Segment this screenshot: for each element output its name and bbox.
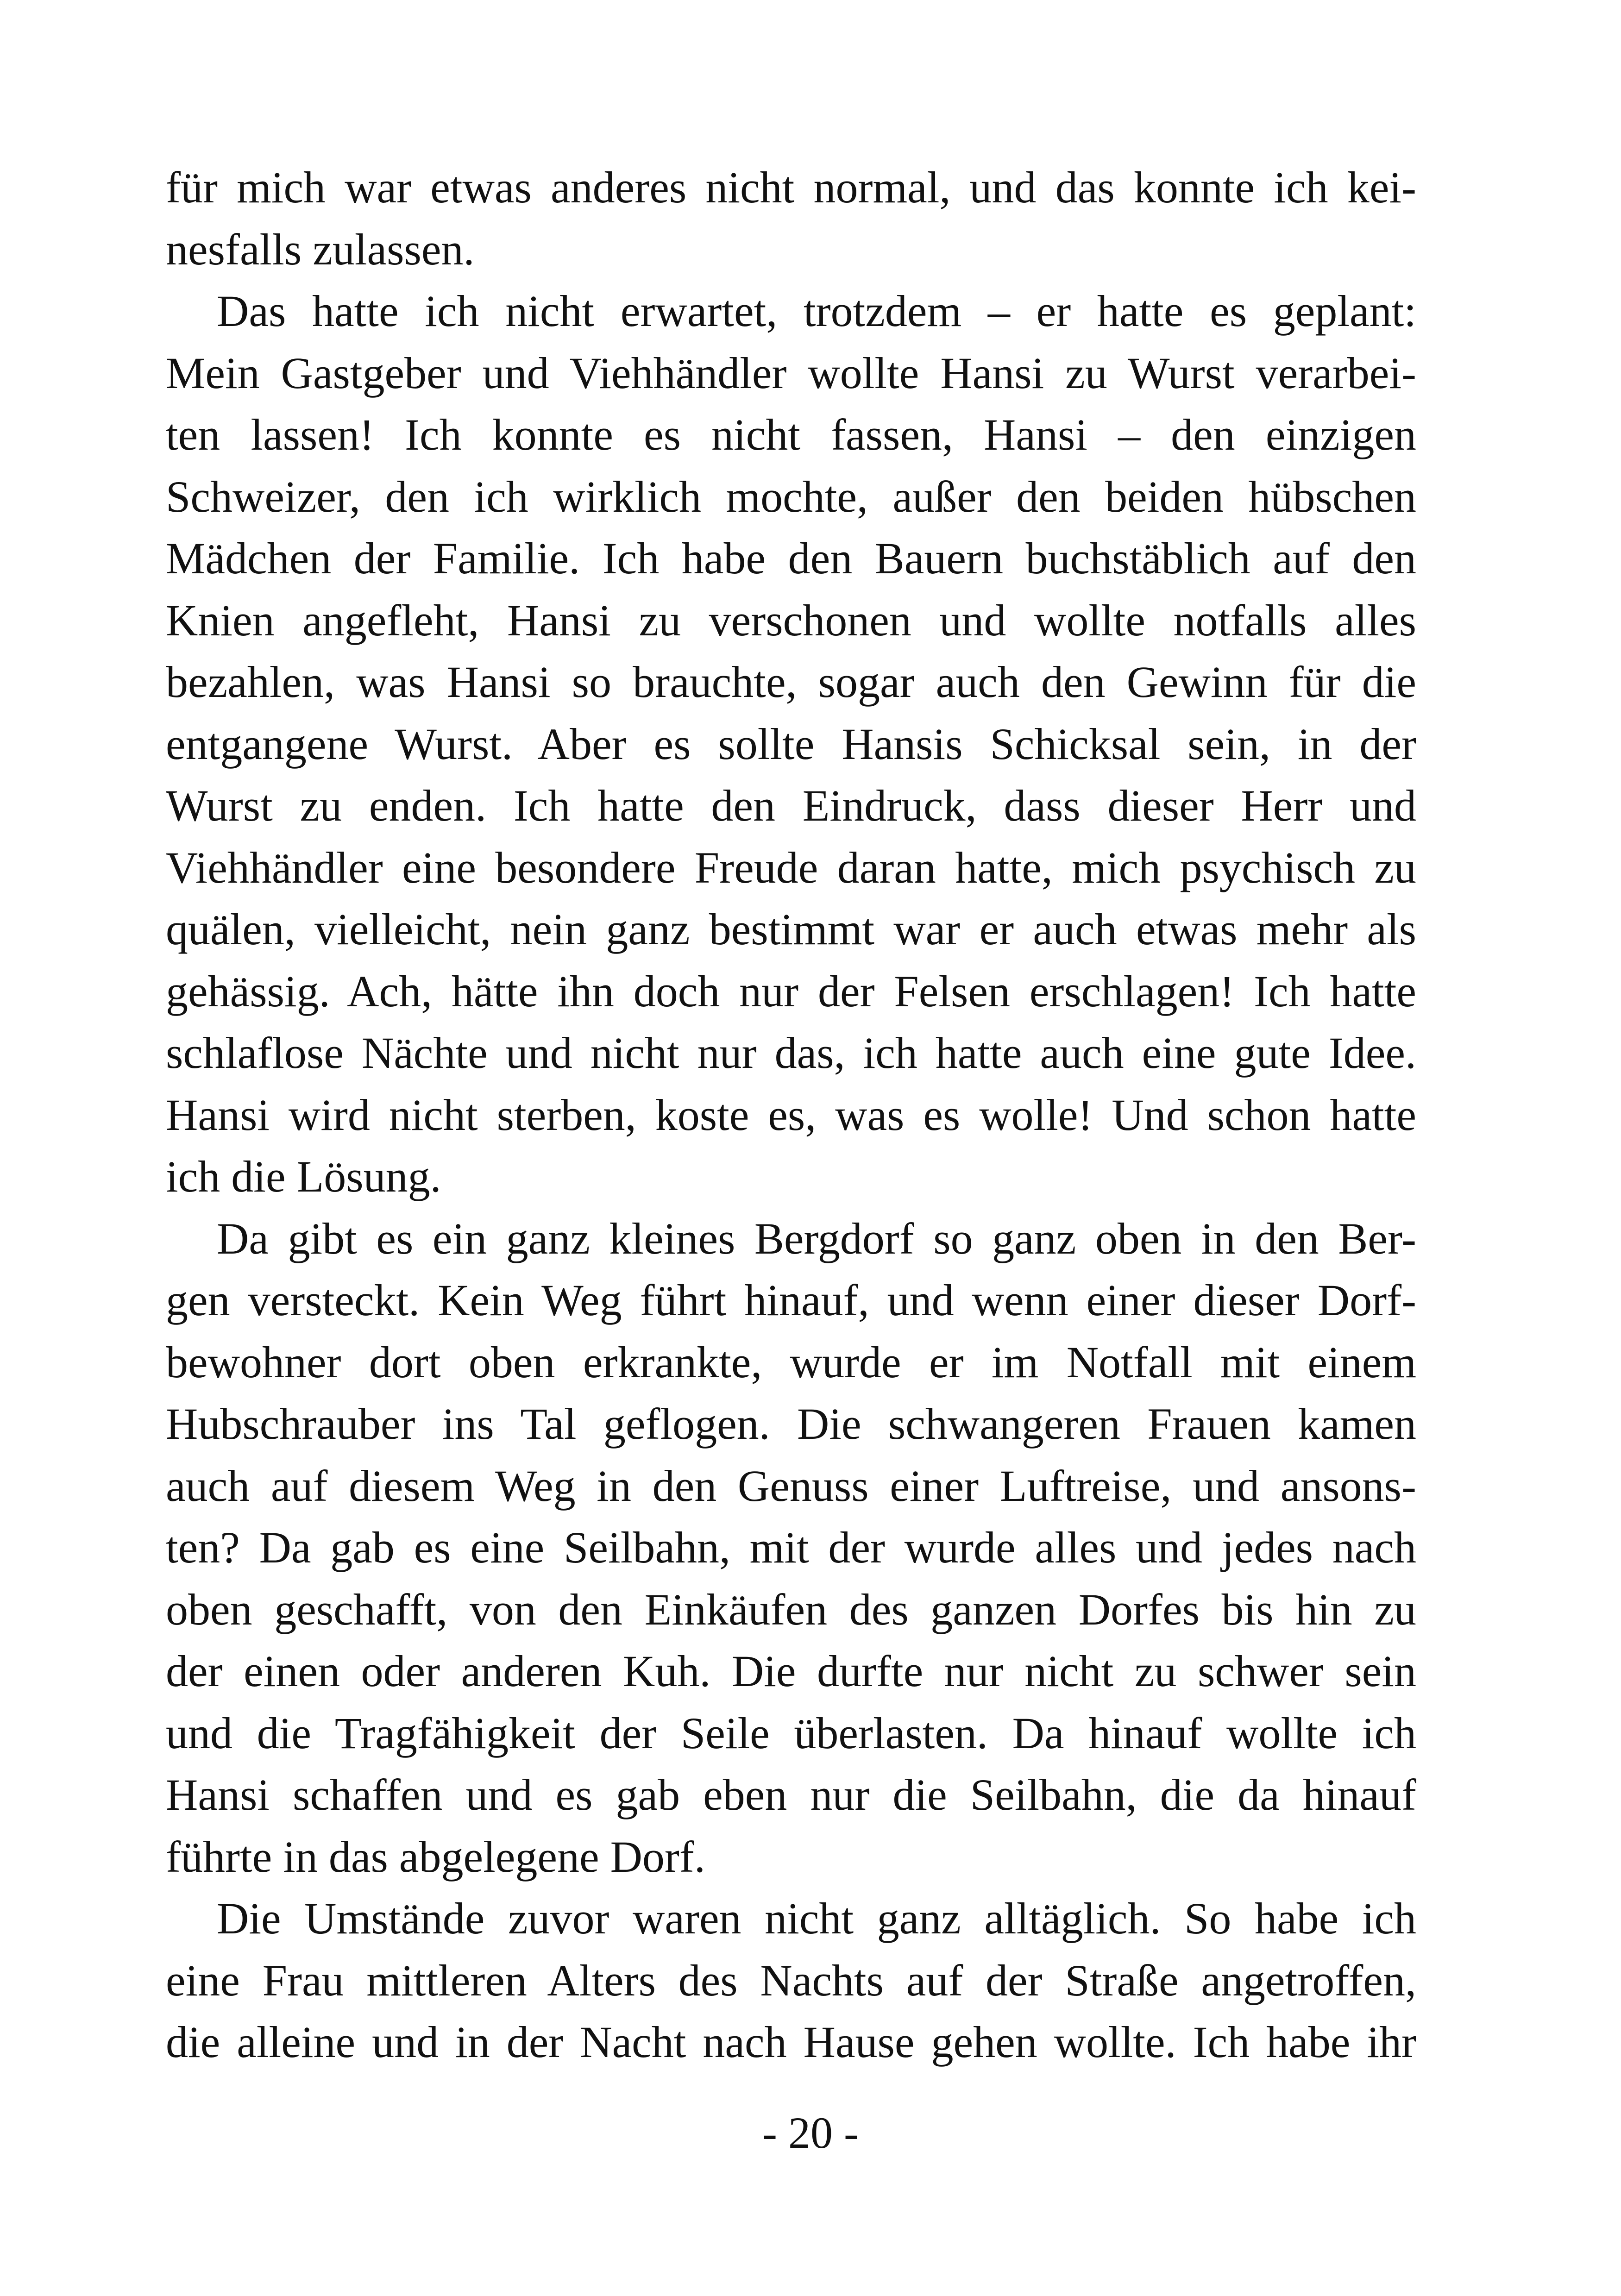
text-line: gen versteckt. Kein Weg führt hinauf, und wenn einer dieser Dorf- [166, 1275, 1416, 1325]
text-line: Viehhändler eine besondere Freude daran hatte, mich psychisch zu [166, 842, 1416, 892]
text-line: entgangene Wurst. Aber es sollte Hansis Schicksal sein, in der [166, 719, 1416, 769]
text-line: der einen oder anderen Kuh. Die durfte nur nicht zu schwer sein [166, 1646, 1416, 1696]
text-line: auch auf diesem Weg in den Genuss einer Luftreise, und ansons- [166, 1461, 1416, 1511]
text-line: für mich war etwas anderes nicht normal, und das konnte ich kei- [166, 163, 1416, 212]
text-line: Mein Gastgeber und Viehhändler wollte Hansi zu Wurst verarbei- [166, 348, 1416, 398]
text-line: eine Frau mittleren Alters des Nachts auf der Straße angetroffen, [166, 1955, 1416, 2005]
text-line: bezahlen, was Hansi so brauchte, sogar auch den Gewinn für die [166, 657, 1416, 707]
text-line: quälen, vielleicht, nein ganz bestimmt war er auch etwas mehr als [166, 904, 1416, 954]
text-line: Mädchen der Familie. Ich habe den Bauern buchstäblich auf den [166, 533, 1416, 583]
text-line: Die Umstände zuvor waren nicht ganz alltäglich. So habe ich [217, 1894, 1416, 1943]
text-line: Das hatte ich nicht erwartet, trotzdem – er hatte es geplant: [217, 286, 1416, 336]
text-line: Hubschrauber ins Tal geflogen. Die schwangeren Frauen kamen [166, 1399, 1416, 1449]
text-line: ich die Lösung. [166, 1152, 441, 1201]
text-line: gehässig. Ach, hätte ihn doch nur der Felsen erschlagen! Ich hatte [166, 966, 1416, 1016]
text-line: Da gibt es ein ganz kleines Bergdorf so ganz oben in den Ber- [217, 1213, 1416, 1263]
text-line: oben geschafft, von den Einkäufen des ganzen Dorfes bis hin zu [166, 1584, 1416, 1634]
text-line: führte in das abgelegene Dorf. [166, 1832, 705, 1882]
text-line: nesfalls zulassen. [166, 224, 475, 274]
text-line: Knien angefleht, Hansi zu verschonen und wollte notfalls alles [166, 595, 1416, 645]
text-line: Hansi schaffen und es gab eben nur die Seilbahn, die da hinauf [166, 1770, 1416, 1819]
text-line: bewohner dort oben erkrankte, wurde er im Notfall mit einem [166, 1337, 1416, 1387]
text-line: und die Tragfähigkeit der Seile überlasten. Da hinauf wollte ich [166, 1708, 1416, 1758]
text-line: ten lassen! Ich konnte es nicht fassen, Hansi – den einzigen [166, 410, 1416, 459]
text-line: Wurst zu enden. Ich hatte den Eindruck, dass dieser Herr und [166, 781, 1416, 830]
text-line: die alleine und in der Nacht nach Hause gehen wollte. Ich habe ihr [166, 2017, 1416, 2067]
text-line: schlaflose Nächte und nicht nur das, ich hatte auch eine gute Idee. [166, 1028, 1416, 1078]
text-line: Hansi wird nicht sterben, koste es, was es wolle! Und schon hatte [166, 1090, 1416, 1140]
text-line: ten? Da gab es eine Seilbahn, mit der wurde alles und jedes nach [166, 1523, 1416, 1572]
page-number: - 20 - [762, 2108, 859, 2158]
text-line: Schweizer, den ich wirklich mochte, außer den beiden hübschen [166, 471, 1416, 521]
body-text [166, 157, 1416, 2073]
